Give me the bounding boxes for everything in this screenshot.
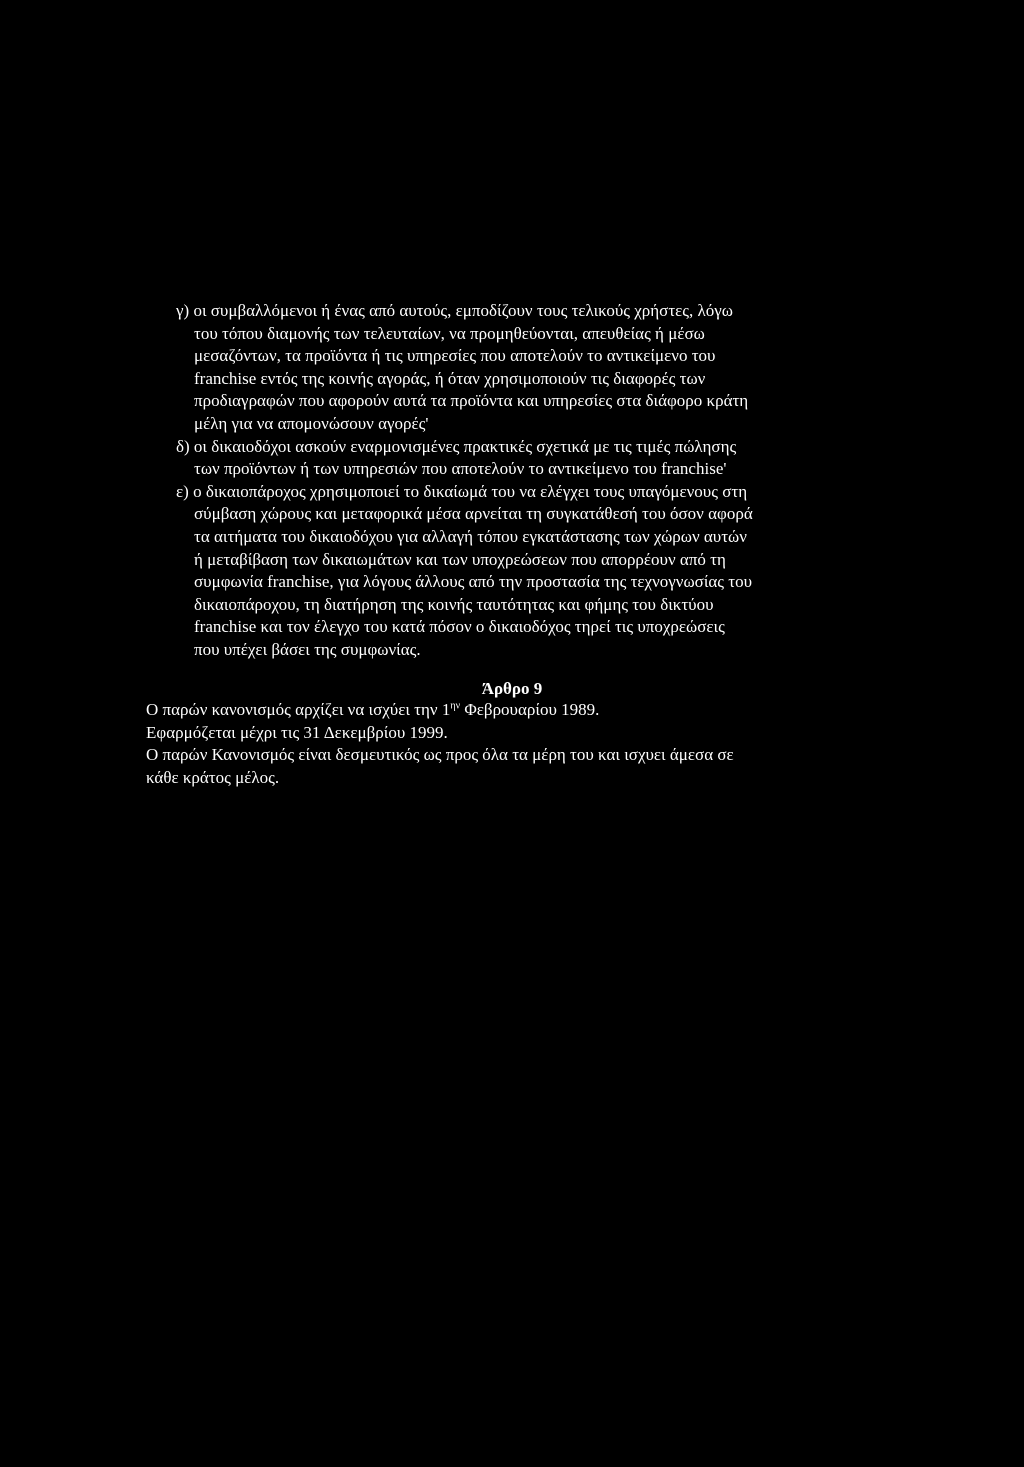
clause-gamma-line-1: γ) οι συμβαλλόμενοι ή ένας από αυτούς, εμποδίζουν τους τελικούς χρήστες, λόγω	[176, 301, 733, 320]
clause-epsilon-line-2: σύμβαση χώρους και μεταφορικά μέσα αρνείται τη συγκατάθεσή του όσον αφορά	[194, 504, 753, 524]
clause-epsilon-line-6: δικαιοπάροχου, τη διατήρηση της κοινής ταυτότητας και φήμης του δικτύου	[194, 594, 714, 614]
clause-epsilon-line-4: ή μεταβίβαση των δικαιωμάτων και των υποχρεώσεων που απορρέουν από τη	[194, 549, 726, 569]
article-line-3: Ο παρών Κανονισμός είναι δεσμευτικός ως προς όλα τα μέρη του και ισχυει άμεσα σε	[146, 745, 734, 765]
article-line-1: Ο παρών κανονισμός αρχίζει να ισχύει την $1^{\eta\nu}$ Φεβρουαρίου 1989.	[146, 700, 600, 719]
article-line-2: Εφαρμόζεται μέχρι τις 31 Δεκεμβρίου 1999.	[146, 722, 448, 742]
clause-gamma-marker: γ)	[176, 301, 190, 320]
clause-epsilon-marker: ε)	[176, 481, 189, 501]
clause-gamma-line-6: μέλη για να απομονώσουν αγορές'	[194, 413, 429, 433]
article-body	[146, 699, 734, 789]
clause-list	[176, 300, 753, 662]
clause-delta-marker: δ)	[176, 436, 190, 456]
clause-gamma-line-4: franchise εντός της κοινής αγοράς, ή όταν χρησιμοποιούν τις διαφορές των	[194, 368, 706, 388]
clause-epsilon-line-5: συμφωνία franchise, για λόγους άλλους από την προστασία της τεχνογνωσίας του	[194, 572, 753, 592]
clause-epsilon-line-3: τα αιτήματα του δικαιοδόχου για αλλαγή τόπου εγκατάστασης των χώρων αυτών	[194, 526, 747, 546]
clause-delta-line-2: των προϊόντων ή των υπηρεσιών που αποτελούν το αντικείμενο του franchise'	[194, 459, 727, 479]
article-line-4: κάθε κράτος μέλος.	[146, 767, 280, 787]
clause-gamma-line-3: μεσαζόντων, τα προϊόντα ή τις υπηρεσίες που αποτελούν το αντικείμενο του	[194, 346, 716, 366]
clause-gamma-line-5: προδιαγραφών που αφορούν αυτά τα προϊόντα και υπηρεσίες στα διάφορο κράτη	[194, 391, 749, 411]
clause-epsilon-line-7: franchise και τον έλεγχο του κατά πόσον ο δικαιοδόχος τηρεί τις υποχρεώσεις	[194, 617, 725, 637]
clause-delta-line-1: δ) οι δικαιοδόχοι ασκούν εναρμονισμένες πρακτικές σχετικά με τις τιμές πώλησης	[176, 436, 737, 456]
clause-epsilon-line-1: ε) ο δικαιοπάροχος χρησιμοποιεί το δικαίωμά του να ελέγχει τους υπαγόμενους στη	[176, 481, 748, 501]
ordinal-superscript: ην	[450, 700, 461, 712]
clause-epsilon-line-8: που υπέχει βάσει της συμφωνίας.	[194, 639, 421, 659]
article-heading: Άρθρο 9	[481, 679, 543, 698]
clause-gamma-line-2: του τόπου διαμονής των τελευταίων, να προμηθεύονται, απευθείας ή μέσω	[194, 323, 705, 343]
